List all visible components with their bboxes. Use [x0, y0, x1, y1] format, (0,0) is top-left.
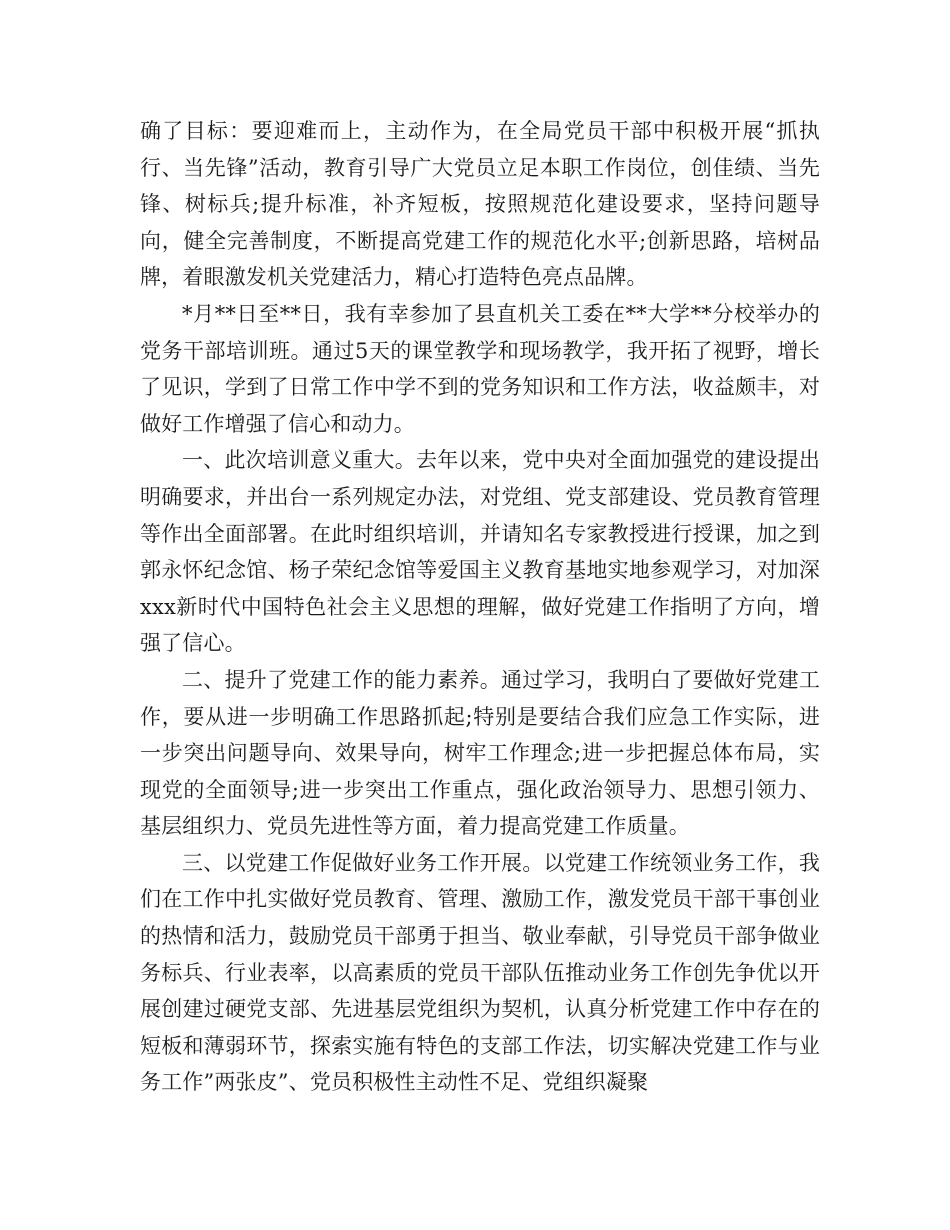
document-body	[140, 113, 820, 1101]
paragraph-continued: 确了目标：要迎难而上，主动作为，在全局党员干部中积极开展“抓执行、当先锋”活动，教育引导广大党员立足本职工作岗位，创佳绩、当先锋、树标兵;提升标准，补齐短板，按照规范化建设要求，坚持问题导向，健全完善制度，不断提高党建工作的规范化水平;创新思路，培树品牌，着眼激发机关党建活力，精心打造特色亮点品牌。	[140, 119, 820, 290]
paragraph-point-three: 三、以党建工作促做好业务工作开展。以党建工作统领业务工作，我们在工作中扎实做好党员教育、管理、激励工作，激发党员干部干事创业的热情和活力，鼓励党员干部勇于担当、敬业奉献，引导党员干部争做业务标兵、行业表率，以高素质的党员干部队伍推动业务工作创先争优以开展创建过硬党支部、先进基层党组织为契机，认真分析党建工作中存在的短板和薄弱环节，探索实施有特色的支部工作法，切实解决党建工作与业务工作”两张皮”、党员积极性主动性不足、党组织凝聚	[140, 850, 820, 1095]
paragraph-point-two: 二、提升了党建工作的能力素养。通过学习，我明白了要做好党建工作，要从进一步明确工作思路抓起;特别是要结合我们应急工作实际，进一步突出问题导向、效果导向，树牢工作理念;进一步把握总体布局，实现党的全面领导;进一步突出工作重点，强化政治领导力、思想引领力、基层组织力、党员先进性等方面，着力提高党建工作质量。	[140, 667, 820, 839]
paragraph-training-intro: *月**日至**日，我有幸参加了县直机关工委在**大学**分校举办的党务干部培训班。通过5天的课堂教学和现场教学，我开拓了视野，增长了见识，学到了日常工作中学不到的党务知识和工作方法，收益颇丰，对做好工作增强了信心和动力。	[140, 301, 820, 436]
paragraph-point-one: 一、此次培训意义重大。去年以来，党中央对全面加强党的建设提出明确要求，并出台一系列规定办法，对党组、党支部建设、党员教育管理等作出全面部署。在此时组织培训，并请知名专家教授进行授课，加之到郭永怀纪念馆、杨子荣纪念馆等爱国主义教育基地实地参观学习，对加深xxx新时代中国特色社会主义思想的理解，做好党建工作指明了方向，增强了信心。	[140, 448, 820, 656]
